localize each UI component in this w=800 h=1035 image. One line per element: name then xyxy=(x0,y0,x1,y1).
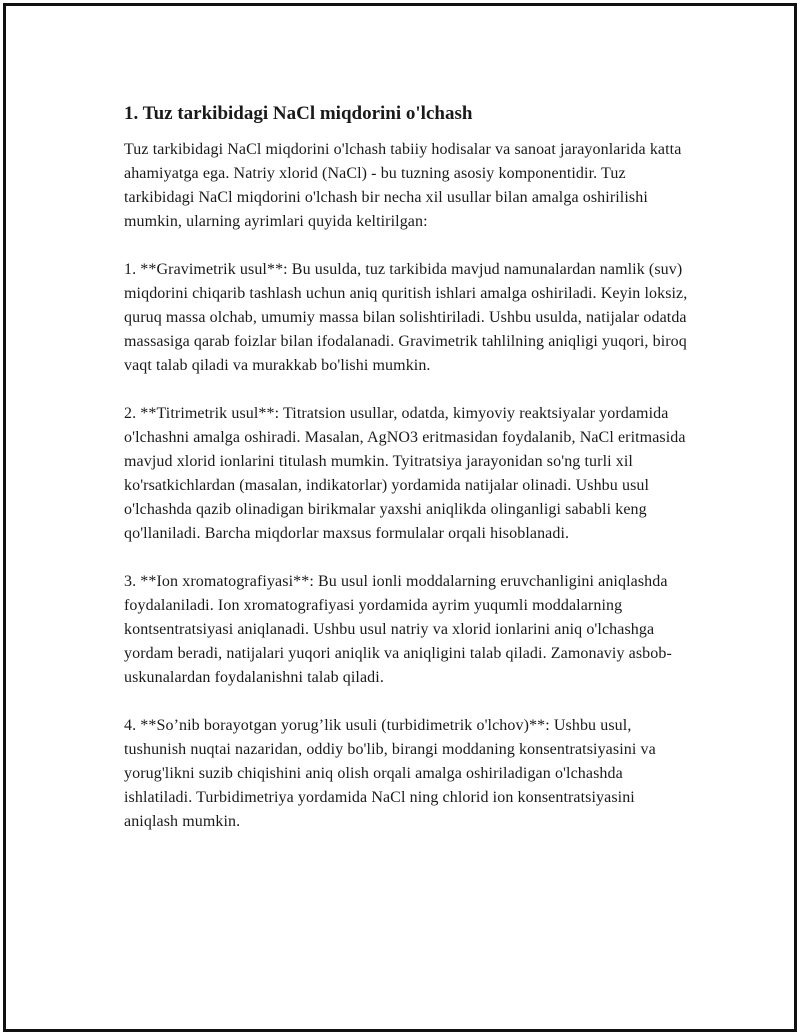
method-gravimetric-paragraph: 1. **Gravimetrik usul**: Bu usulda, tuz tarkibida mavjud namunalardan namlik (suv) miqdorini chiqarib tashlash uchun aniq quritish ishlari amalga oshiriladi. Keyin loksiz, quruq massa olchab, umumiy massa bilan solishtiriladi. Ushbu usulda, natijalar odatda massasiga qarab foizlar bilan ifodalanadi. Gravimetrik tahlilning aniqligi yuqori, biroq vaqt talab qiladi va murakkab bo'lishi mumkin. xyxy=(124,261,688,374)
method-turbidimetric-paragraph: 4. **So’nib borayotgan yorug’lik usuli (turbidimetrik o'lchov)**: Ushbu usul, tushunish nuqtai nazaridan, oddiy bo'lib, birangi moddaning konsentratsiyasini va yorug'likni suzib chiqishini aniq olish orqali amalga oshiriladigan o'lchashda ishlatiladi. Turbidimetriya yordamida NaCl ning chlorid ion konsentratsiyasini aniqlash mumkin. xyxy=(124,717,656,830)
document-body xyxy=(124,102,692,858)
page-frame xyxy=(3,3,797,1032)
section-heading: 1. Tuz tarkibidagi NaCl miqdorini o'lchash xyxy=(124,103,473,124)
method-titrimetric-paragraph: 2. **Titrimetrik usul**: Titratsion usullar, odatda, kimyoviy reaktsiyalar yordamida o'lchashni amalga oshiradi. Masalan, AgNO3 eritmasidan foydalanib, NaCl eritmasida mavjud xlorid ionlarini titulash mumkin. Tyitratsiya jarayonidan so'ng turli xil ko'rsatkichlardan (masalan, indikatorlar) yordamida natijalar olinadi. Ushbu usul o'lchashda qazib olinadigan birikmalar yaxshi aniqlikda olinganligi sababli keng qo'llaniladi. Barcha miqdorlar maxsus formulalar orqali hisoblanadi. xyxy=(124,405,686,542)
method-ion-chromatography-paragraph: 3. **Ion xromatografiyasi**: Bu usul ionli moddalarning eruvchanligini aniqlashda foydalaniladi. Ion xromatografiyasi yordamida ayrim yuqumli moddalarning kontsentratsiyasi aniqlanadi. Ushbu usul natriy va xlorid ionlarini aniq o'lchashga yordam beradi, natijalari yuqori aniqlik va aniqligini talab qiladi. Zamonaviy asbob-uskunalardan foydalanishni talab qiladi. xyxy=(124,573,672,686)
intro-paragraph: Tuz tarkibidagi NaCl miqdorini o'lchash tabiiy hodisalar va sanoat jarayonlarida katta ahamiyatga ega. Natriy xlorid (NaCl) - bu tuzning asosiy komponentidir. Tuz tarkibidagi NaCl miqdorini o'lchash bir necha xil usullar bilan amalga oshirilishi mumkin, ularning ayrimlari quyida keltirilgan: xyxy=(124,141,682,230)
